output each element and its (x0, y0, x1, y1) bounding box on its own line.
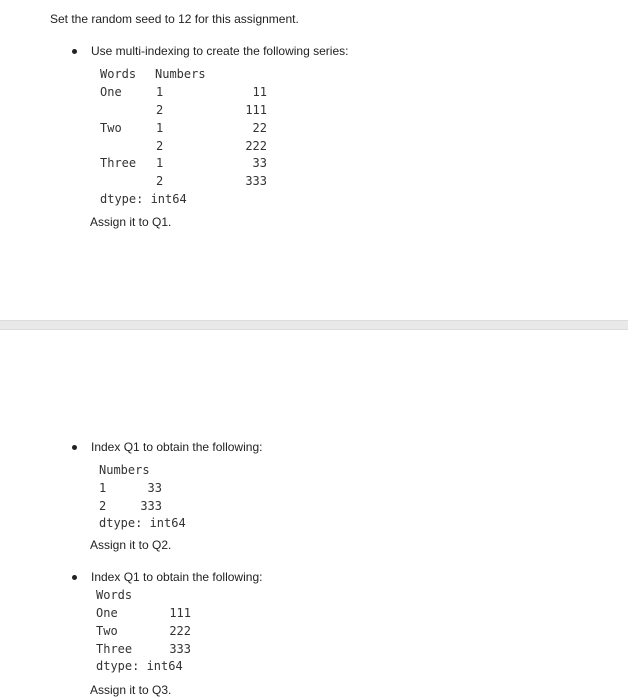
q1-row-val: 111 (245, 103, 267, 117)
q1-bullet (72, 44, 348, 58)
q3-dtype: dtype: int64 (96, 659, 183, 673)
q2-row-num: 2 (99, 499, 107, 513)
q2-assign-text: Assign it to Q2. (90, 538, 172, 552)
page-divider (0, 320, 628, 330)
document-page-1 (0, 0, 628, 320)
q1-row-num: 1 (156, 156, 164, 170)
q1-row-num: 2 (156, 174, 164, 188)
q1-row-num: 1 (156, 121, 164, 135)
q3-bullet (72, 570, 262, 584)
q3-row-val: 111 (169, 606, 191, 620)
bullet-icon (72, 445, 77, 450)
q3-header: Words (96, 588, 133, 602)
q1-assign-text: Assign it to Q1. (90, 215, 172, 229)
q2-header: Numbers (99, 463, 150, 477)
q3-assign-text: Assign it to Q3. (90, 683, 172, 697)
q3-row-word: Two (96, 624, 118, 638)
q1-instruction: Use multi-indexing to create the following series: (91, 44, 349, 58)
q3-row-val: 333 (169, 642, 191, 656)
q2-row-num: 1 (99, 481, 107, 495)
q1-dtype: dtype: int64 (100, 192, 187, 206)
q1-row-val: 222 (245, 139, 267, 153)
q1-header-numbers: Numbers (155, 67, 206, 81)
bullet-icon (72, 575, 77, 580)
q1-row-num: 2 (156, 139, 164, 153)
bullet-icon (72, 49, 77, 54)
q2-dtype: dtype: int64 (99, 516, 186, 530)
q3-row-word: One (96, 606, 118, 620)
intro-text: Set the random seed to 12 for this assignment. (50, 12, 299, 26)
q1-header-words: Words (100, 67, 137, 81)
q2-instruction: Index Q1 to obtain the following: (91, 440, 263, 454)
q2-bullet (72, 440, 262, 454)
q2-row-val: 333 (140, 499, 162, 513)
q1-row-val: 33 (252, 156, 267, 170)
q1-row-val: 11 (252, 85, 267, 99)
q3-row-word: Three (96, 642, 133, 656)
document-page-2 (0, 330, 628, 700)
q1-row-num: 1 (156, 85, 164, 99)
q1-row-num: 2 (156, 103, 164, 117)
q1-row-val: 333 (245, 174, 267, 188)
q3-row-val: 222 (169, 624, 191, 638)
q1-row-val: 22 (252, 121, 267, 135)
q1-row-word: Three (100, 156, 137, 170)
q1-row-word: One (100, 85, 122, 99)
q2-row-val: 33 (147, 481, 162, 495)
q3-instruction: Index Q1 to obtain the following: (91, 570, 263, 584)
q1-row-word: Two (100, 121, 122, 135)
